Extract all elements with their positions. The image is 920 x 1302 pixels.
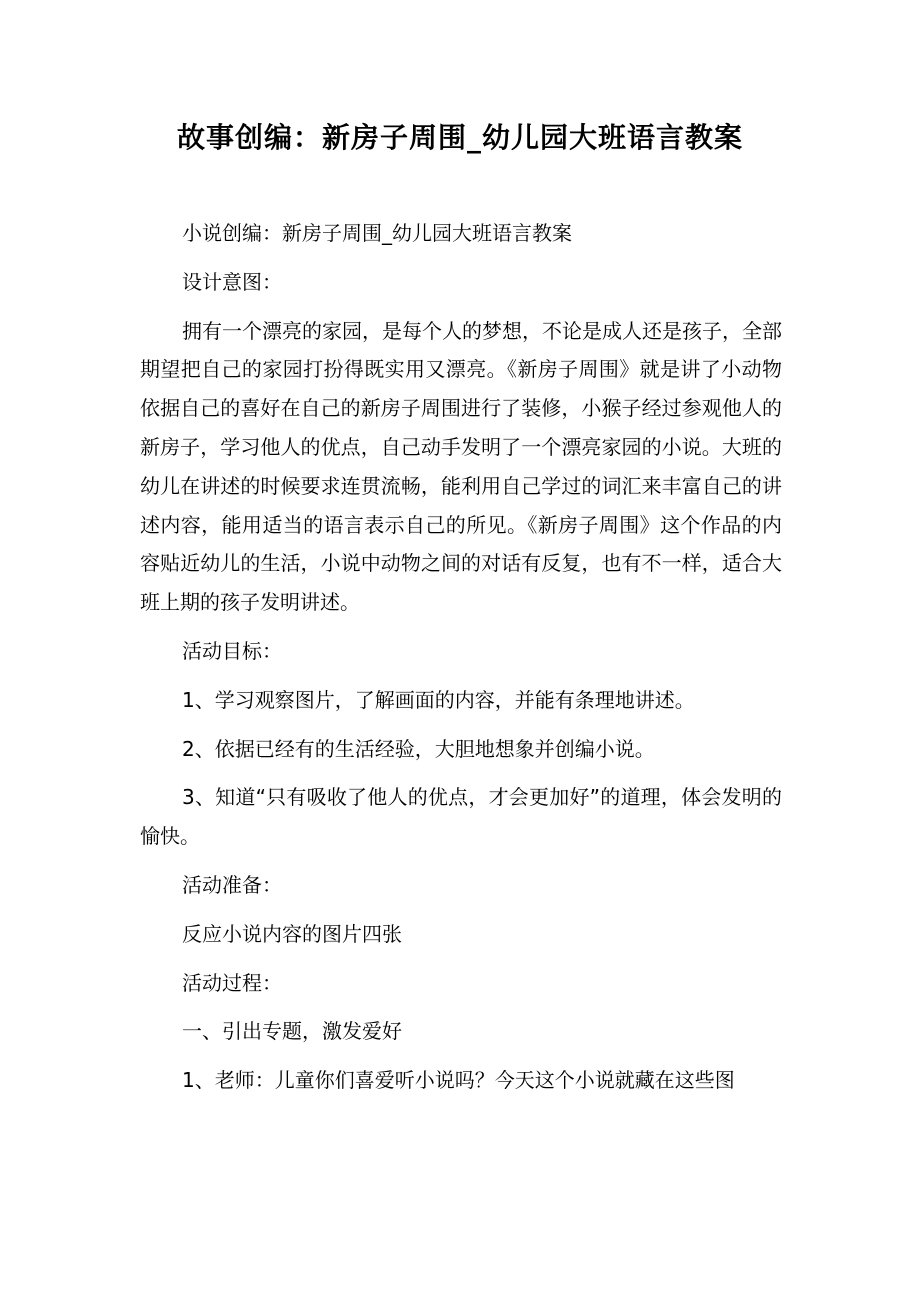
paragraph-heading-process: 活动过程： [182,970,282,995]
paragraph-design-intent: 拥有一个漂亮的家园，是每个人的梦想，不论是成人还是孩子，全部期望把自己的家园打扮得既实用又漂亮。《新房子周围》就是讲了小动物依据自己的喜好在自己的新房子周围进行了装修，小猴子经过参观他人的新房子，学习他人的优点，自己动手发明了一个漂亮家园的小说。大班的幼儿在讲述的时候要求连贯流畅，能利用自己学过的词汇来丰富自己的讲述内容，能用适当的语言表示自己的所见。《新房子周围》这个作品的内容贴近幼儿的生活，小说中动物之间的对话有反复，也有不一样，适合大班上期的孩子发明讲述。 [140,318,782,615]
paragraph-step-1-1: 1、老师：儿童你们喜爱听小说吗？今天这个小说就藏在这些图 [182,1068,735,1093]
document-body [140,214,782,1100]
paragraph-step-1: 一、引出专题，激发爱好 [182,1019,402,1044]
paragraph-goal-2: 2、依据已经有的生活经验，大胆地想象并创编小说。 [182,736,655,761]
paragraph-goal-1: 1、学习观察图片，了解画面的内容，并能有条理地讲述。 [182,687,695,712]
paragraph-subtitle: 小说创编：新房子周围_幼儿园大班语言教案 [182,221,572,245]
paragraph-heading-design: 设计意图： [182,269,282,294]
paragraph-prep: 反应小说内容的图片四张 [182,921,402,946]
paragraph-heading-prep: 活动准备： [182,872,282,897]
document-title: 故事创编：新房子周围_幼儿园大班语言教案 [176,121,743,154]
paragraph-goal-3: 3、知道“只有吸收了他人的优点，才会更加好”的道理，体会发明的愉快。 [140,785,782,849]
paragraph-heading-goals: 活动目标： [182,638,282,663]
